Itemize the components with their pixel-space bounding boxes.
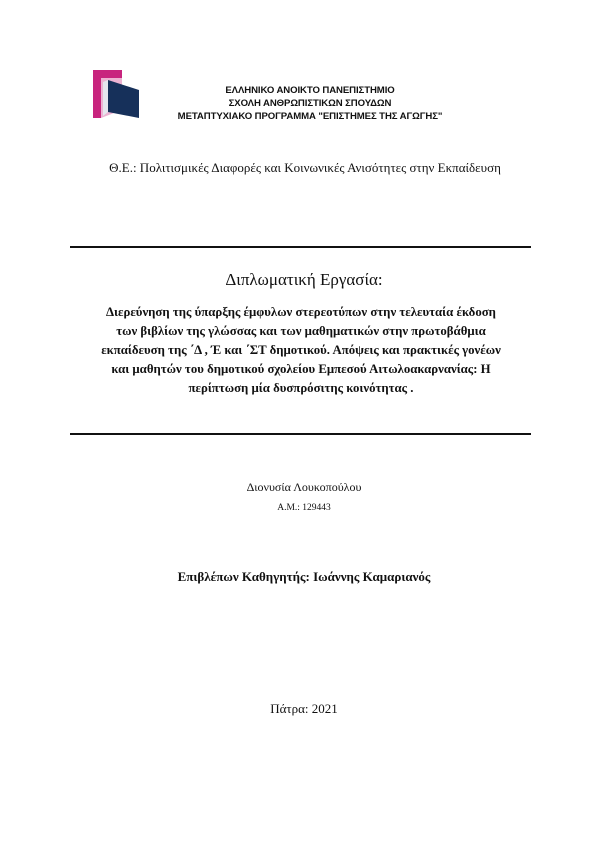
top-divider [70, 246, 531, 248]
thesis-title [70, 303, 532, 398]
supervisor: Επιβλέπων Καθηγητής: Ιωάννης Καμαριανός [177, 569, 431, 584]
bottom-divider [70, 433, 531, 435]
thesis-title-line: των βιβλίων της γλώσσας και των μαθηματικών στην πρωτοβάθμια [116, 324, 486, 338]
program-name: ΜΕΤΑΠΤΥΧΙΑΚΟ ΠΡΟΓΡΑΜΜΑ "ΕΠΙΣΤΗΜΕΣ ΤΗΣ ΑΓΩΓΗΣ" [177, 111, 443, 122]
institution-header [155, 84, 465, 123]
thesis-title-line: Διερεύνηση της ύπαρξης έμφυλων στερεοτύπων στην τελευταία έκδοση [106, 305, 496, 319]
student-id: Α.Μ.: 129443 [277, 503, 331, 513]
school-name: ΣΧΟΛΗ ΑΝΘΡΩΠΙΣΤΙΚΩΝ ΣΠΟΥΔΩΝ [228, 98, 392, 109]
university-logo-icon [93, 70, 139, 118]
university-name: ΕΛΛΗΝΙΚΟ ΑΝΟΙΚΤΟ ΠΑΝΕΠΙΣΤΗΜΙΟ [225, 85, 395, 96]
thesis-title-line: εκπαίδευση της ΄Δ , Έ και ΄ΣΤ δημοτικού. Απόψεις και πρακτικές γονέων [101, 343, 501, 357]
author-name: Διονυσία Λουκοπούλου [246, 480, 362, 494]
place-date: Πάτρα: 2021 [270, 701, 338, 716]
thesis-title-line: και μαθητών του δημοτικού σχολείου Εμπεσού Αιτωλοακαρνανίας: Η [111, 362, 491, 376]
thesis-label: Διπλωματική Εργασία: [225, 270, 383, 289]
course-unit: Θ.Ε.: Πολιτισμικές Διαφορές και Κοινωνικές Ανισότητες στην Εκπαίδευση [109, 160, 501, 175]
thesis-title-line: περίπτωση μία δυσπρόσιτης κοινότητας . [188, 381, 414, 395]
